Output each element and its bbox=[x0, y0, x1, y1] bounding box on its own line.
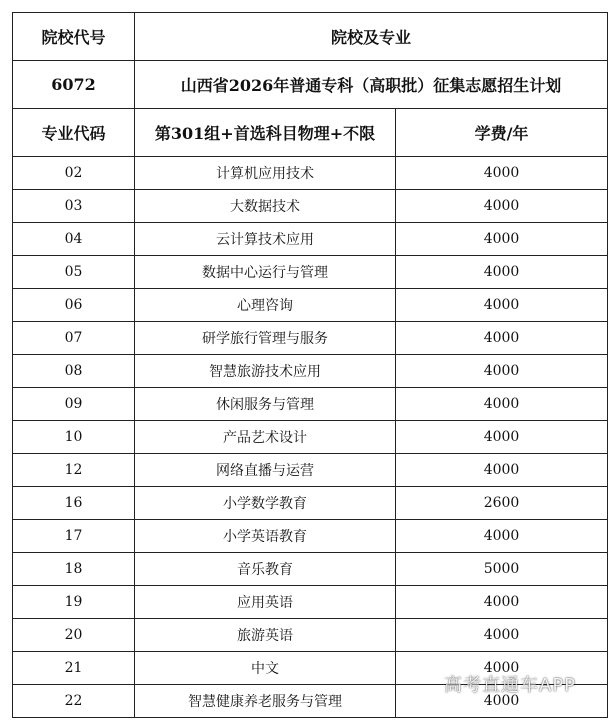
table-row bbox=[13, 685, 608, 718]
school-code-header: 院校代号 bbox=[13, 13, 135, 61]
table-row bbox=[13, 289, 608, 322]
fee-cell: 4000 bbox=[396, 322, 608, 355]
major-code-cell: 06 bbox=[13, 289, 135, 322]
major-code-cell: 18 bbox=[13, 553, 135, 586]
major-name-cell: 智慧健康养老服务与管理 bbox=[135, 685, 396, 718]
fee-cell: 4000 bbox=[396, 256, 608, 289]
fee-cell: 4000 bbox=[396, 289, 608, 322]
fee-cell: 2600 bbox=[396, 487, 608, 520]
fee-cell: 5000 bbox=[396, 553, 608, 586]
major-code-cell: 07 bbox=[13, 322, 135, 355]
major-code-cell: 17 bbox=[13, 520, 135, 553]
table-row bbox=[13, 520, 608, 553]
major-name-cell: 旅游英语 bbox=[135, 619, 396, 652]
major-code-cell: 16 bbox=[13, 487, 135, 520]
column-header-row bbox=[13, 109, 608, 157]
major-code-cell: 19 bbox=[13, 586, 135, 619]
table-row bbox=[13, 553, 608, 586]
major-name-cell: 大数据技术 bbox=[135, 190, 396, 223]
fee-cell: 4000 bbox=[396, 223, 608, 256]
major-code-cell: 10 bbox=[13, 421, 135, 454]
fee-cell: 4000 bbox=[396, 388, 608, 421]
header-row bbox=[13, 13, 608, 61]
major-name-cell: 产品艺术设计 bbox=[135, 421, 396, 454]
plan-title: 山西省2026年普通专科（高职批）征集志愿招生计划 bbox=[135, 61, 608, 109]
fee-cell: 4000 bbox=[396, 586, 608, 619]
table-row bbox=[13, 157, 608, 190]
fee-cell: 4000 bbox=[396, 619, 608, 652]
table-row bbox=[13, 190, 608, 223]
major-name-cell: 数据中心运行与管理 bbox=[135, 256, 396, 289]
major-code-cell: 08 bbox=[13, 355, 135, 388]
table-row bbox=[13, 223, 608, 256]
major-name-cell: 心理咨询 bbox=[135, 289, 396, 322]
fee-cell: 4000 bbox=[396, 157, 608, 190]
major-code-cell: 04 bbox=[13, 223, 135, 256]
fee-header: 学费/年 bbox=[396, 109, 608, 157]
major-name-cell: 音乐教育 bbox=[135, 553, 396, 586]
major-code-cell: 03 bbox=[13, 190, 135, 223]
fee-cell: 4000 bbox=[396, 355, 608, 388]
school-major-header: 院校及专业 bbox=[135, 13, 608, 61]
major-code-cell: 21 bbox=[13, 652, 135, 685]
table-body bbox=[13, 13, 608, 718]
major-name-cell: 计算机应用技术 bbox=[135, 157, 396, 190]
major-code-cell: 20 bbox=[13, 619, 135, 652]
subject-group-header: 第301组+首选科目物理+不限 bbox=[135, 109, 396, 157]
table-row bbox=[13, 355, 608, 388]
fee-cell: 4000 bbox=[396, 421, 608, 454]
major-name-cell: 小学英语教育 bbox=[135, 520, 396, 553]
fee-cell: 4000 bbox=[396, 520, 608, 553]
school-code: 6072 bbox=[13, 61, 135, 109]
major-code-cell: 05 bbox=[13, 256, 135, 289]
major-code-cell: 12 bbox=[13, 454, 135, 487]
table-row bbox=[13, 388, 608, 421]
major-code-cell: 02 bbox=[13, 157, 135, 190]
major-name-cell: 应用英语 bbox=[135, 586, 396, 619]
major-name-cell: 智慧旅游技术应用 bbox=[135, 355, 396, 388]
major-name-cell: 云计算技术应用 bbox=[135, 223, 396, 256]
major-code-cell: 09 bbox=[13, 388, 135, 421]
table-row bbox=[13, 652, 608, 685]
fee-cell: 4000 bbox=[396, 454, 608, 487]
major-name-cell: 网络直播与运营 bbox=[135, 454, 396, 487]
enrollment-plan-table bbox=[12, 12, 608, 718]
major-name-cell: 研学旅行管理与服务 bbox=[135, 322, 396, 355]
major-name-cell: 中文 bbox=[135, 652, 396, 685]
major-name-cell: 小学数学教育 bbox=[135, 487, 396, 520]
fee-cell: 4000 bbox=[396, 652, 608, 685]
fee-cell: 4000 bbox=[396, 685, 608, 718]
table-row bbox=[13, 454, 608, 487]
table-row bbox=[13, 586, 608, 619]
major-code-cell: 22 bbox=[13, 685, 135, 718]
table-row bbox=[13, 322, 608, 355]
watermark-text: 高考直通车APP bbox=[444, 675, 577, 696]
major-name-cell: 休闲服务与管理 bbox=[135, 388, 396, 421]
major-code-header: 专业代码 bbox=[13, 109, 135, 157]
table-row bbox=[13, 487, 608, 520]
table-row bbox=[13, 256, 608, 289]
fee-cell: 4000 bbox=[396, 190, 608, 223]
table-row bbox=[13, 619, 608, 652]
school-row bbox=[13, 61, 608, 109]
table-row bbox=[13, 421, 608, 454]
